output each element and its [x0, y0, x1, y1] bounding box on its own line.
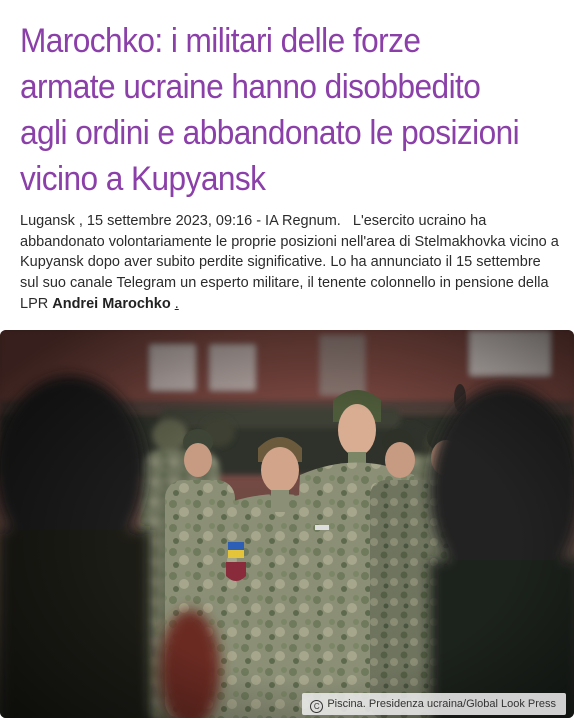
source-link[interactable]: .: [174, 295, 179, 312]
soldiers-photo-illustration: [0, 330, 574, 718]
article-body-text: L'esercito ucraino ha abbandonato volontariamente le proprie posizioni nell'area di Stelmakhovka vicino a Kupyansk dopo aver subito perdite significative. Lo ha annunciato il 15 settembre sul suo canale Telegram un esperto militare, il tenente colonnello in pensione della LPR: [20, 213, 559, 312]
person-name: Andrei Marochko: [52, 295, 171, 312]
copyright-icon: C: [310, 700, 323, 713]
article-photo: [0, 330, 574, 718]
article-lead: [20, 211, 560, 315]
photo-credit: [302, 693, 566, 715]
article-headline: Marochko: i militari delle forze armate ucraine hanno disobbedito agli ordini e abbandonato le posizioni vicino a Kupyansk: [20, 22, 520, 198]
photo-credit-text: Piscina. Presidenza ucraina/Global Look Press: [327, 698, 556, 710]
article-dateline: Lugansk , 15 settembre 2023, 09:16 - IA Regnum.: [20, 213, 341, 229]
